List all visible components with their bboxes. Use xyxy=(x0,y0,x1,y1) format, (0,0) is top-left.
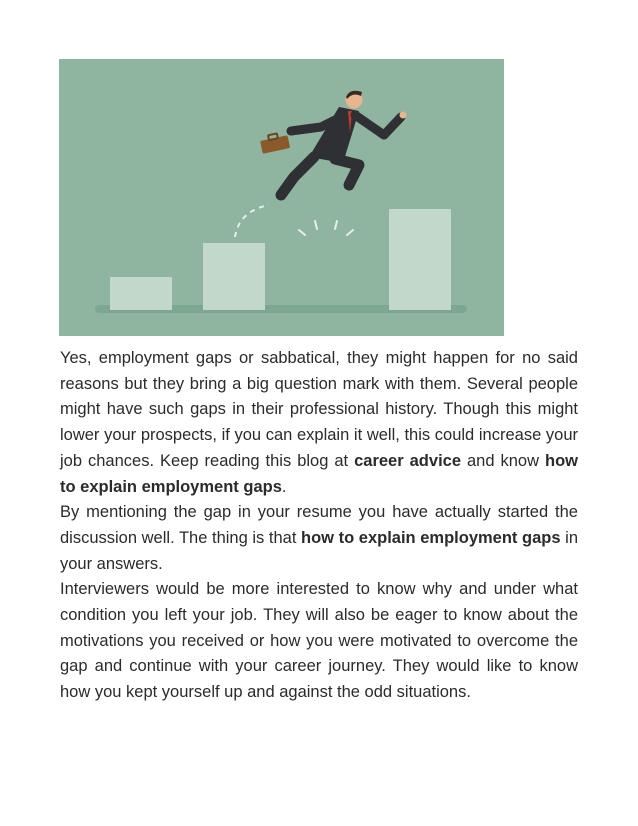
hero-illustration xyxy=(59,59,504,336)
step-high xyxy=(389,209,451,310)
article-body xyxy=(60,346,578,706)
text-segment: in your answers. xyxy=(60,528,578,573)
text-segment: Yes, employment gaps or sabbatical, they might happen for no said reasons but they bring a big question mark with them. Several people might have such gaps in their professional history. Though this might lower your prospects, if you can explain it well, this could increase your job chances. Keep reading this blog at xyxy=(60,349,578,470)
paragraph-intro xyxy=(60,346,578,500)
text-segment: and know xyxy=(461,451,545,470)
paragraph-interviewers xyxy=(60,577,578,706)
step-low xyxy=(110,277,172,310)
step-mid xyxy=(203,243,265,310)
front-hand xyxy=(400,112,407,119)
text-segment: Interviewers would be more interested to know why and under what condition you left your job. They will also be eager to know about the motivations you received or how you were motivated to overcome the gap and continue with your career journey. They would like to know how you kept yourself up and against the odd situations. xyxy=(60,580,578,702)
text-segment: By mentioning the gap in your resume you have actually started the discussion well. The thing is that xyxy=(60,503,578,547)
link-how-to-explain-employment-gaps: how to explain employment gaps xyxy=(60,451,578,496)
businessman-jumping-steps-illustration xyxy=(59,59,504,336)
link-career-advice: career advice xyxy=(354,451,462,470)
highlight-how-to-explain-employment-gaps: how to explain employment gaps xyxy=(301,528,561,547)
text-segment: . xyxy=(281,477,287,496)
paragraph-resume xyxy=(60,500,578,577)
